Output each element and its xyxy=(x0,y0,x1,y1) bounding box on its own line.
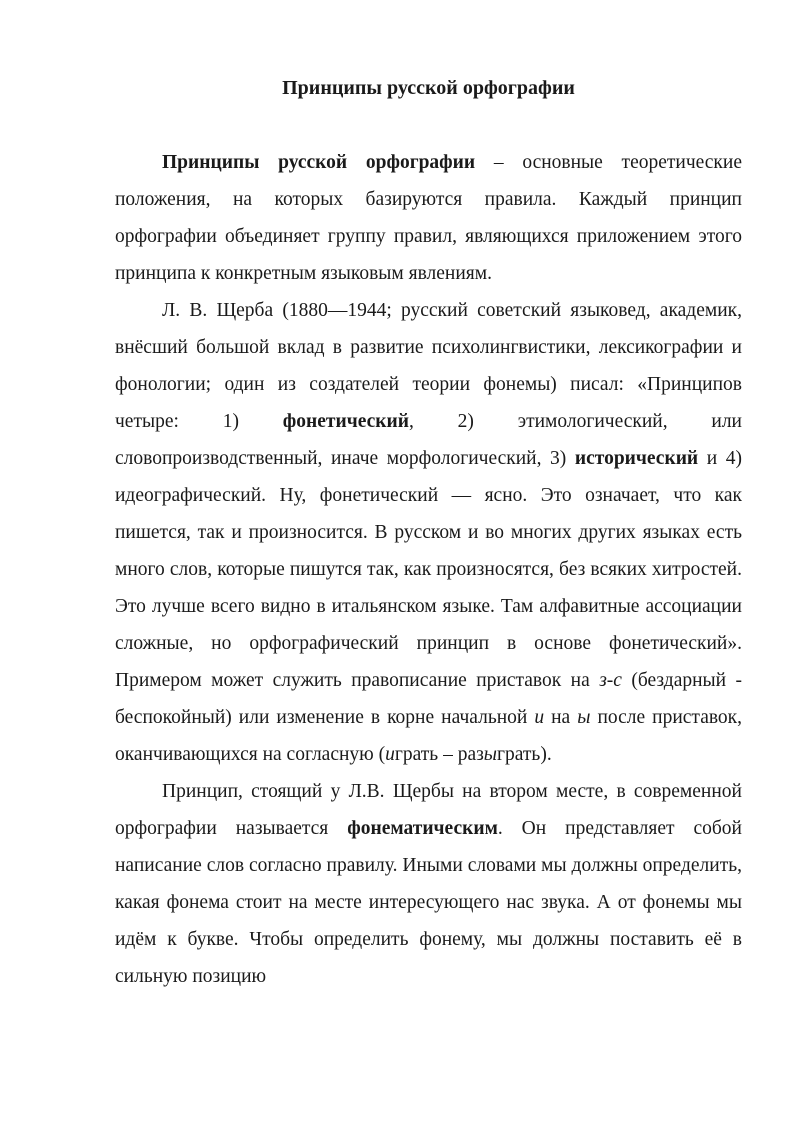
example-italic: з-с xyxy=(599,670,622,691)
text-run: Л. В. Щерба (1880—1944; русский советский языковед, академик, внёсший большой вклад в развитие психолингвистики, лексикографии и фонологии; один из создателей теории фонемы) писал: «Принципов четыре: 1) xyxy=(115,300,742,432)
document-page xyxy=(115,70,742,995)
example-italic: и xyxy=(534,707,545,728)
example-italic: ы xyxy=(483,744,498,765)
term-bold: Принципы русской орфографии xyxy=(162,152,476,173)
text-run: – основные теоретические положения, на которых базируются правила. Каждый принцип орфографии объединяет группу правил, являющихся приложением этого принципа к конкретным языковым явлениям. xyxy=(115,152,742,284)
text-run: и 4) идеографический. Ну, фонетический — ясно. Это означает, что как пишется, так и произносится. В русском и во многих других языках есть много слов, которые пишутся так, как произносятся, без всяких хитростей. Это лучше всего видно в итальянском языке. Там алфавитные ассоциации сложные, но орфографический принцип в основе фонетический». Примером может служить правописание приставок на xyxy=(115,448,742,691)
text-run: грать). xyxy=(497,744,552,765)
term-bold: исторический xyxy=(574,448,699,469)
paragraph-phonemic-principle xyxy=(115,773,742,995)
paragraph-definition xyxy=(115,144,742,292)
text-run: грать – раз xyxy=(394,744,484,765)
text-run: (бездарный - беспокойный) или изменение в корне начальной xyxy=(115,670,742,728)
text-run: на xyxy=(544,707,578,728)
term-bold: фонематическим xyxy=(347,818,498,839)
example-italic: и xyxy=(385,744,395,765)
text-run: , 2) этимологический, или словопроизводственный, иначе морфологический, 3) xyxy=(115,411,742,469)
text-run: Принцип, стоящий у Л.В. Щербы на втором месте, в современной орфографии называется xyxy=(115,781,742,839)
text-run: . Он представляет собой написание слов согласно правилу. Иными словами мы должны определить, какая фонема стоит на месте интересующего нас звука. А от фонемы мы идём к букве. Чтобы определить фонему, мы должны поставить её в сильную позицию xyxy=(115,818,742,987)
example-italic: ы xyxy=(577,707,591,728)
paragraph-shcherba-quote xyxy=(115,292,742,773)
document-title: Принципы русской орфографии xyxy=(282,77,575,99)
term-bold: фонетический xyxy=(282,411,409,432)
text-run: после приставок, оканчивающихся на согласную ( xyxy=(115,707,743,765)
